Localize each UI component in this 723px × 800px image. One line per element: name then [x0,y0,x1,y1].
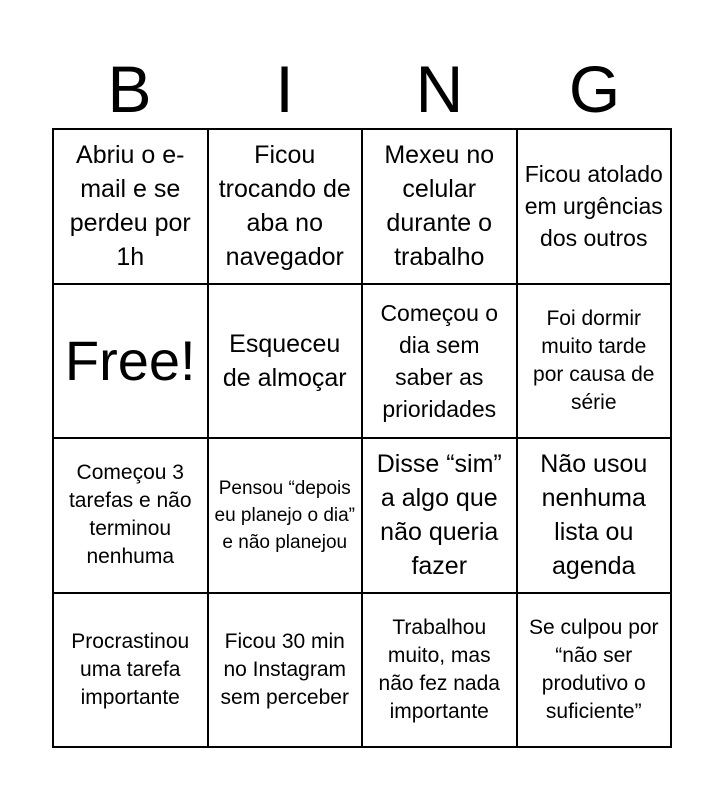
bingo-cell-text: Procrastinou uma tarefa importante [71,629,190,709]
bingo-cell-text: Não usou nenhuma lista ou agenda [540,450,648,581]
bingo-cell[interactable] [518,439,673,594]
header-letter-n: N [415,52,464,126]
bingo-cell-text: Ficou atolado em urgências dos outros [524,161,663,252]
bingo-header [52,50,672,128]
bingo-cell-text: Abriu o e-mail e se perdeu por 1h [69,141,191,272]
bingo-cell-text: Se culpou por “não ser produtivo o suficiente” [528,615,659,723]
header-letter-b: B [107,52,152,126]
bingo-cell-text: Esqueceu de almoçar [222,329,347,392]
bingo-cell[interactable] [518,594,673,749]
bingo-cell-text: Trabalhou muito, mas não fez nada importante [378,615,500,723]
bingo-cell-text: Começou 3 tarefas e não terminou nenhuma [68,461,192,569]
bingo-cell[interactable] [54,439,209,594]
bingo-cell[interactable] [54,594,209,749]
bingo-cell-text: Ficou trocando de aba no navegador [218,141,351,272]
bingo-cell-text: Ficou 30 min no Instagram sem perceber [220,629,349,709]
bingo-card-grid [52,128,672,748]
bingo-cell[interactable] [209,594,364,749]
bingo-cell[interactable] [209,285,364,440]
bingo-cell[interactable] [363,130,518,285]
bingo-cell-text: Mexeu no celular durante o trabalho [384,141,495,272]
bingo-cell[interactable] [209,439,364,594]
bingo-cell[interactable] [363,439,518,594]
bingo-cell[interactable] [363,285,518,440]
bingo-cell[interactable] [209,130,364,285]
bingo-cell-text: Foi dormir muito tarde por causa de série [533,306,655,414]
bingo-cell[interactable] [518,285,673,440]
free-space-label: Free! [64,328,196,392]
bingo-cell-text: Começou o dia sem saber as prioridades [380,299,499,422]
bingo-cell[interactable] [363,594,518,749]
bingo-free-cell[interactable] [54,285,209,440]
bingo-cell-text: Pensou “depois eu planejo o dia” e não planejou [214,477,355,553]
header-letter-i: I [275,52,294,126]
header-letter-g: G [568,52,621,126]
bingo-cell[interactable] [518,130,673,285]
bingo-cell[interactable] [54,130,209,285]
bingo-cell-text: Disse “sim” a algo que não queria fazer [376,450,502,581]
